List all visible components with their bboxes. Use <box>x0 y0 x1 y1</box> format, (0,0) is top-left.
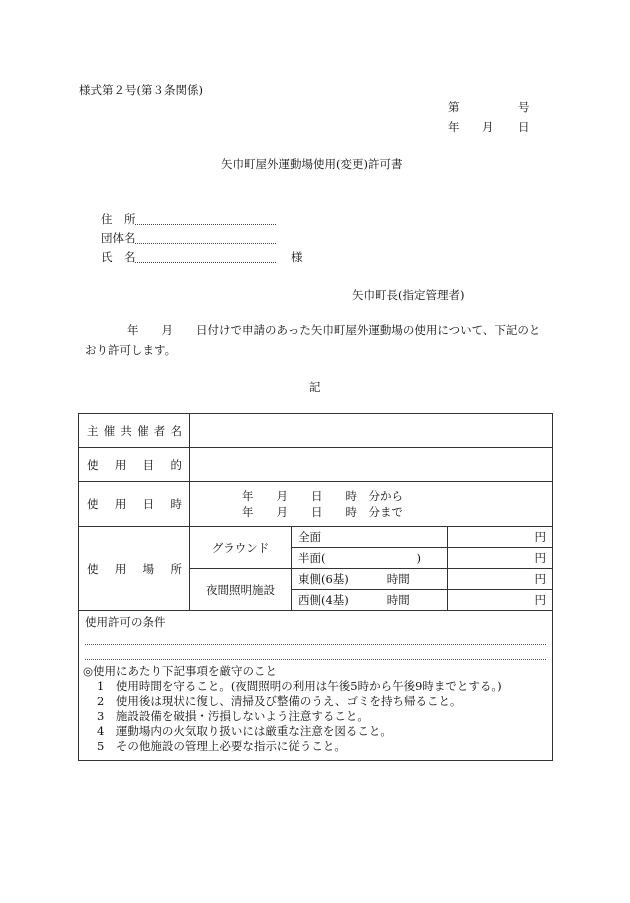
west-lights-fee[interactable]: 円 <box>448 590 553 611</box>
address-dotted-line <box>135 224 276 225</box>
date-month: 月 <box>482 120 494 134</box>
datetime-label: 使 用 日 時 <box>79 482 190 527</box>
note-item: 3 施設設備を破損・汚損しないよう注意すること。 <box>97 709 369 723</box>
conditions-label: 使用許可の条件 <box>85 615 166 629</box>
west-lights-label: 西側(4基) 時間 <box>292 590 448 611</box>
conditions-row <box>79 611 553 761</box>
night-lights-label: 夜間照明施設 <box>190 569 292 611</box>
note-item: 5 その他施設の管理上必要な指示に従うこと。 <box>97 739 346 753</box>
number-dai: 第 <box>448 100 460 114</box>
ground-half-label: 半面( ) <box>292 548 448 569</box>
note-item: 4 運動場内の火気取り扱いには厳重な注意を図ること。 <box>97 724 392 738</box>
body-line-1: 年 月 日付けで申請のあった矢巾町屋外運動場の使用について、下記のと <box>127 323 541 337</box>
body-line-2: おり許可します。 <box>85 343 177 357</box>
datetime-value[interactable] <box>190 482 553 527</box>
note-item: 1 使用時間を守ること。(夜間照明の利用は午後5時から午後9時までとする。) <box>97 679 502 693</box>
east-lights-fee[interactable]: 円 <box>448 569 553 590</box>
ground-full-label: 全面 <box>292 527 448 548</box>
ground-label: グラウンド <box>190 527 292 569</box>
permit-table <box>78 413 553 761</box>
form-number: 様式第２号(第３条関係) <box>79 83 203 97</box>
issuer: 矢巾町長(指定管理者) <box>352 288 465 302</box>
number-go: 号 <box>518 100 530 114</box>
organizer-row <box>79 414 553 448</box>
note-item: 2 使用後は現状に復し、清掃及び整備のうえ、ゴミを持ち帰ること。 <box>97 694 462 708</box>
organizer-label: 主 催 共 催 者 名 <box>79 414 190 448</box>
name-dotted-line <box>135 262 276 263</box>
group-label: 団体名 <box>101 231 136 245</box>
place-row-full <box>79 527 553 548</box>
ground-half-fee[interactable]: 円 <box>448 548 553 569</box>
organizer-value[interactable] <box>190 414 553 448</box>
ground-full-fee[interactable]: 円 <box>448 527 553 548</box>
conditions-cell <box>79 611 553 761</box>
address-label: 住 所 <box>101 212 136 226</box>
purpose-label: 使 用 目 的 <box>79 448 190 482</box>
east-lights-label: 東側(6基) 時間 <box>292 569 448 590</box>
date-day: 日 <box>518 120 530 134</box>
place-label: 使 用 場 所 <box>79 527 190 611</box>
notes-heading: ◎使用にあたり下記事項を厳守のこと <box>83 664 278 678</box>
group-dotted-line <box>135 243 276 244</box>
date-year: 年 <box>448 120 460 134</box>
datetime-row <box>79 482 553 527</box>
ki-heading: 記 <box>309 380 321 394</box>
name-label: 氏 名 <box>101 250 136 264</box>
sama-suffix: 様 <box>291 250 303 264</box>
datetime-from: 年 月 日 時 分から <box>242 489 403 503</box>
purpose-value[interactable] <box>190 448 553 482</box>
document-title: 矢巾町屋外運動場使用(変更)許可書 <box>221 157 403 171</box>
datetime-to: 年 月 日 時 分まで <box>242 505 403 519</box>
purpose-row <box>79 448 553 482</box>
